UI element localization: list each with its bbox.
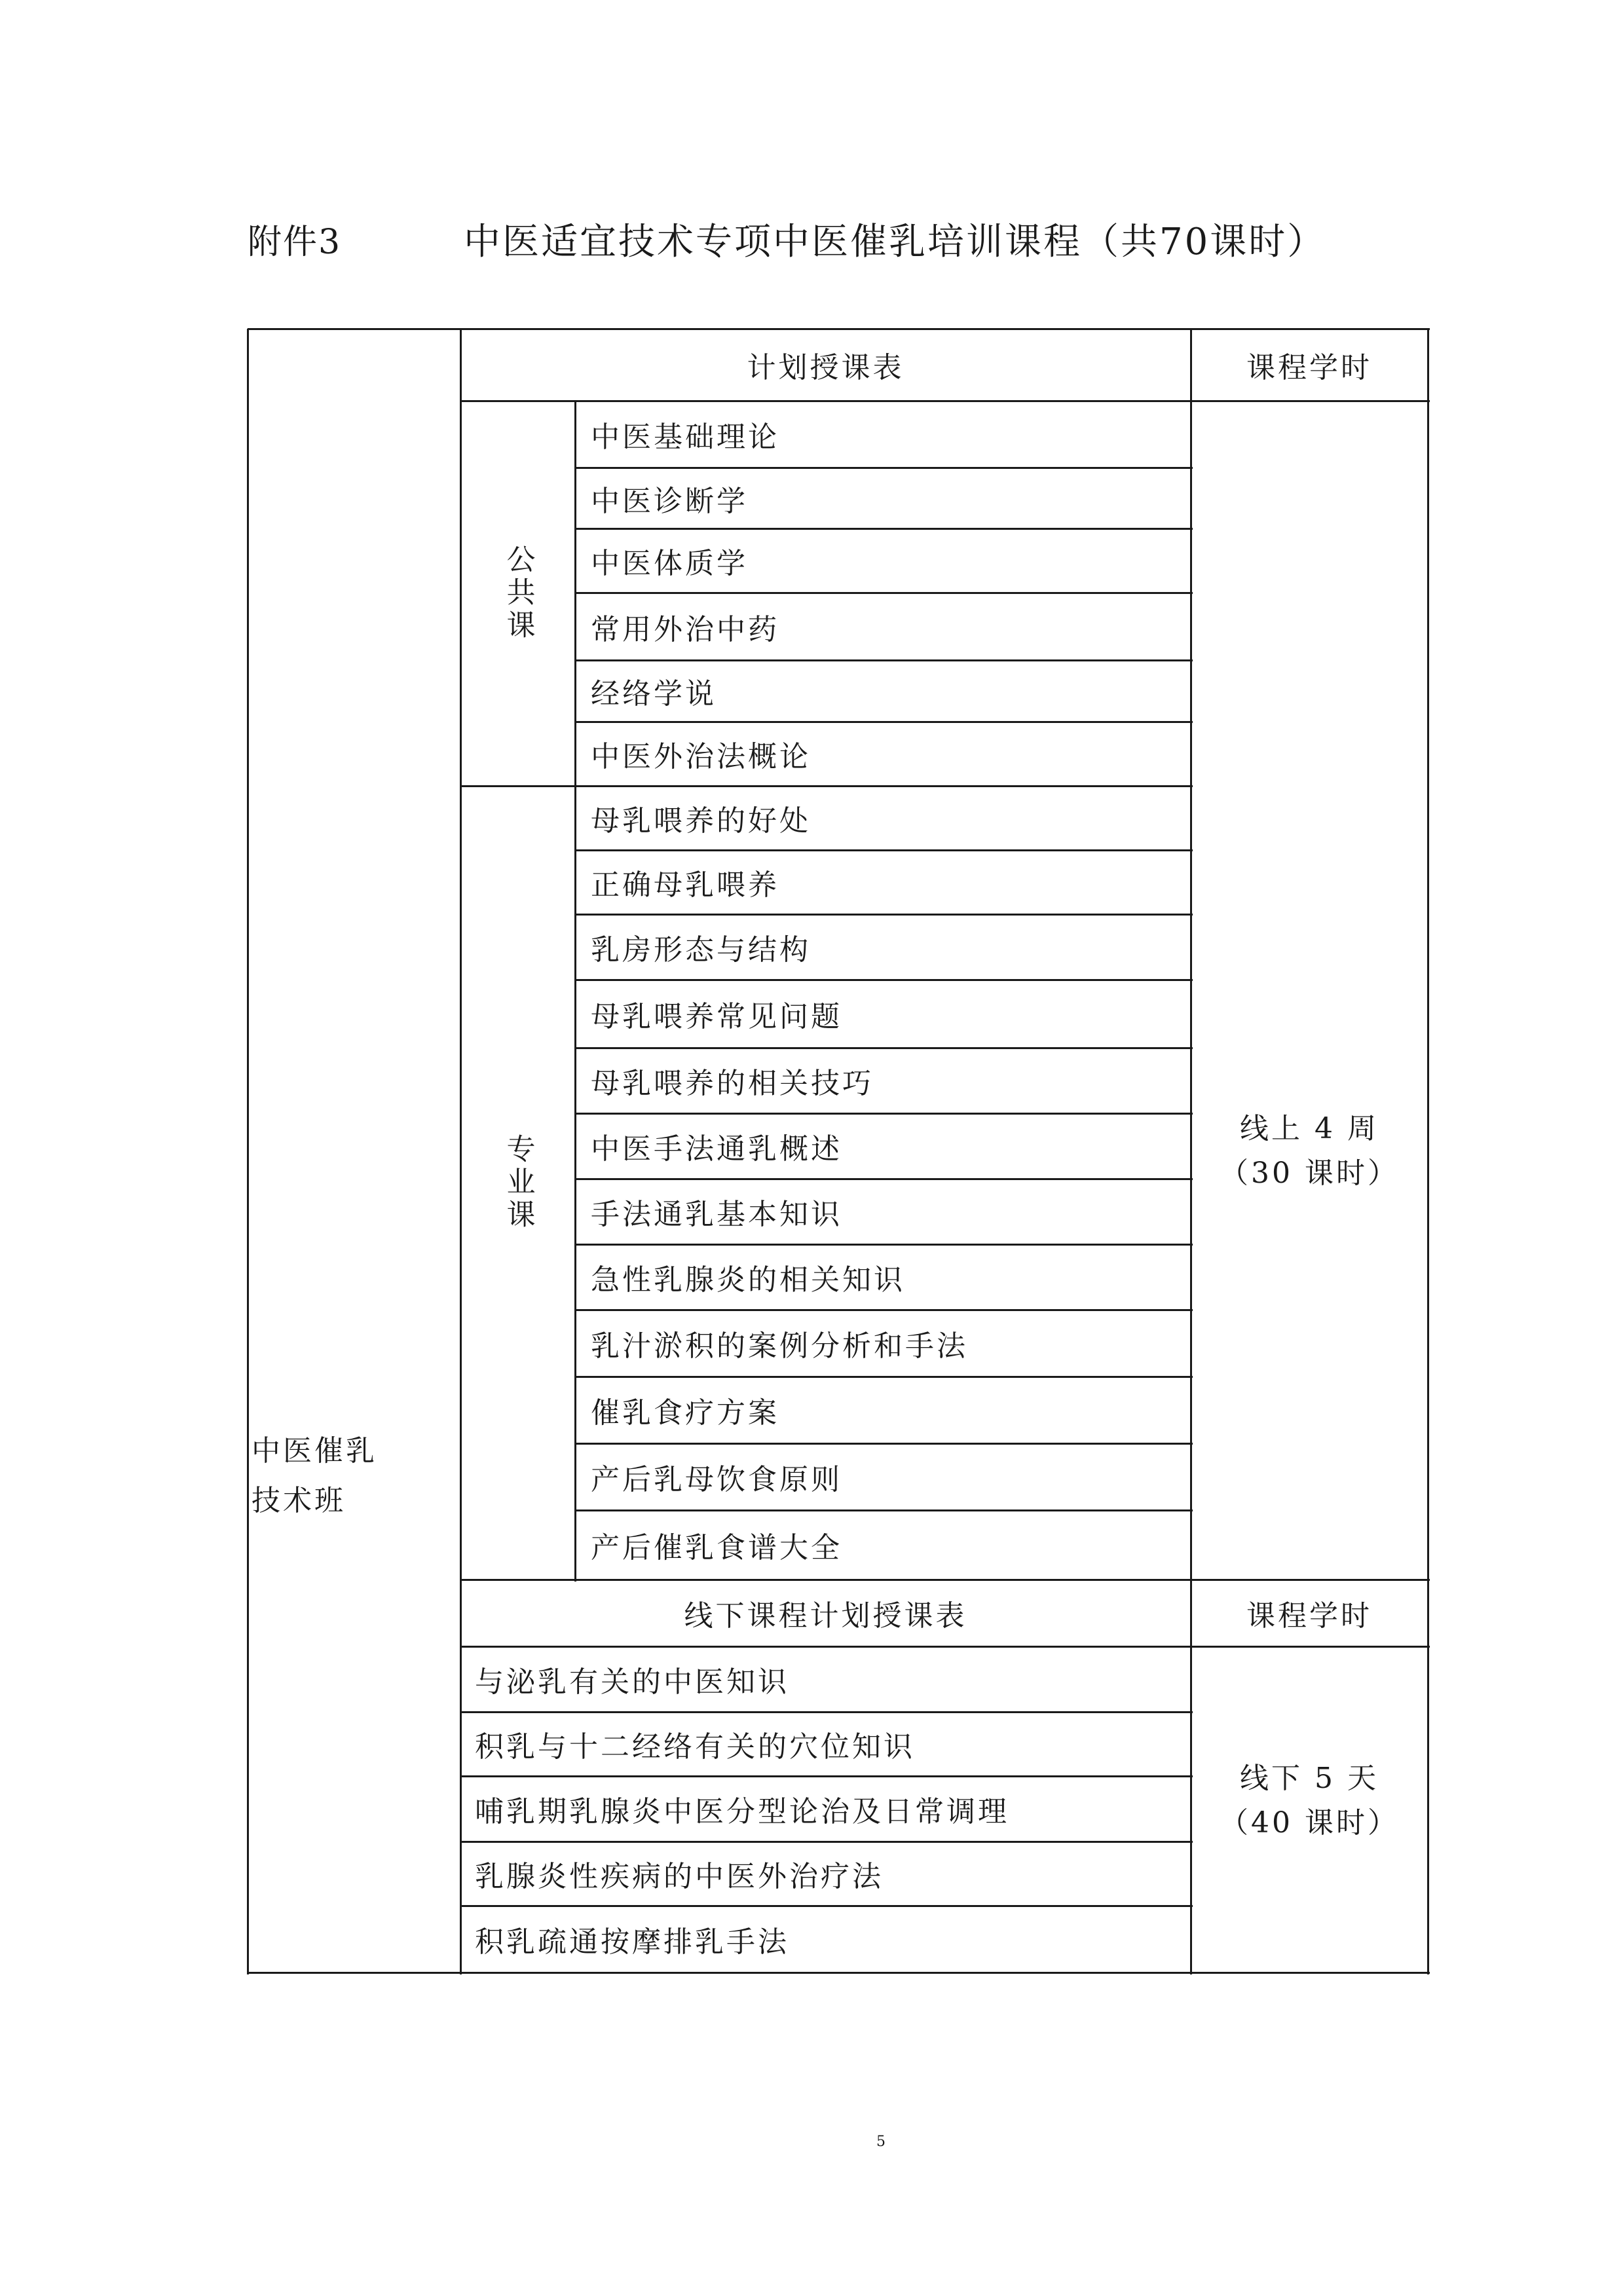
- course-cell: 正确母乳喂养: [591, 868, 779, 902]
- offline-course-cell: 哺乳期乳腺炎中医分型论治及日常调理: [475, 1795, 1009, 1828]
- offline-hours-line1: 线下 5 天: [1240, 1762, 1379, 1795]
- course-cell: 乳汁淤积的案例分析和手法: [591, 1329, 968, 1363]
- table-left-border: [247, 329, 249, 1974]
- online-hours-line1: 线上 4 周: [1240, 1112, 1379, 1145]
- class-name-line2: 技术班: [252, 1484, 346, 1517]
- course-cell: 急性乳腺炎的相关知识: [591, 1263, 905, 1297]
- course-cell: 母乳喂养的好处: [591, 804, 811, 838]
- online-plan-header: 计划授课表: [747, 351, 905, 384]
- course-cell: 中医手法通乳概述: [591, 1132, 842, 1166]
- course-cell: 产后乳母饮食原则: [591, 1463, 842, 1496]
- course-cell: 母乳喂养的相关技巧: [591, 1067, 874, 1100]
- course-cell: 产后催乳食谱大全: [591, 1531, 842, 1565]
- online-hours: [1191, 1107, 1428, 1198]
- course-cell: 母乳喂养常见问题: [591, 1000, 842, 1033]
- document-title: 中医适宜技术专项中医催乳培训课程（共70课时）: [464, 221, 1326, 263]
- course-cell: 乳房形态与结构: [591, 933, 811, 967]
- course-cell: 中医基础理论: [591, 420, 779, 454]
- course-cell: 中医外治法概论: [591, 740, 811, 773]
- offline-plan-header: 线下课程计划授课表: [684, 1599, 967, 1633]
- group-label-professional: 专业课: [501, 1134, 535, 1232]
- course-cell: 中医诊断学: [591, 484, 748, 518]
- course-cell: 催乳食疗方案: [591, 1396, 779, 1430]
- online-hours-header: 课程学时: [1246, 351, 1372, 384]
- offline-hours: [1191, 1756, 1428, 1848]
- offline-course-cell: 积乳疏通按摩排乳手法: [475, 1925, 789, 1959]
- offline-hours-line2: （40 课时）: [1220, 1806, 1399, 1840]
- offline-course-cell: 与泌乳有关的中医知识: [475, 1665, 789, 1699]
- offline-hours-header: 课程学时: [1246, 1599, 1372, 1633]
- class-name-line1: 中医催乳: [252, 1434, 377, 1468]
- offline-course-cell: 积乳与十二经络有关的穴位知识: [475, 1730, 915, 1764]
- annex-label: 附件3: [248, 223, 342, 262]
- online-hours-line2: （30 课时）: [1220, 1157, 1399, 1190]
- course-cell: 中医体质学: [591, 547, 748, 580]
- course-cell: 手法通乳基本知识: [591, 1198, 842, 1231]
- class-name: [252, 1426, 458, 1525]
- offline-course-cell: 乳腺炎性疾病的中医外治疗法: [475, 1860, 884, 1893]
- page-number: 5: [876, 2134, 886, 2150]
- group-label-public: 公共课: [501, 544, 535, 642]
- course-cell: 经络学说: [591, 677, 717, 711]
- course-cell: 常用外治中药: [591, 612, 779, 646]
